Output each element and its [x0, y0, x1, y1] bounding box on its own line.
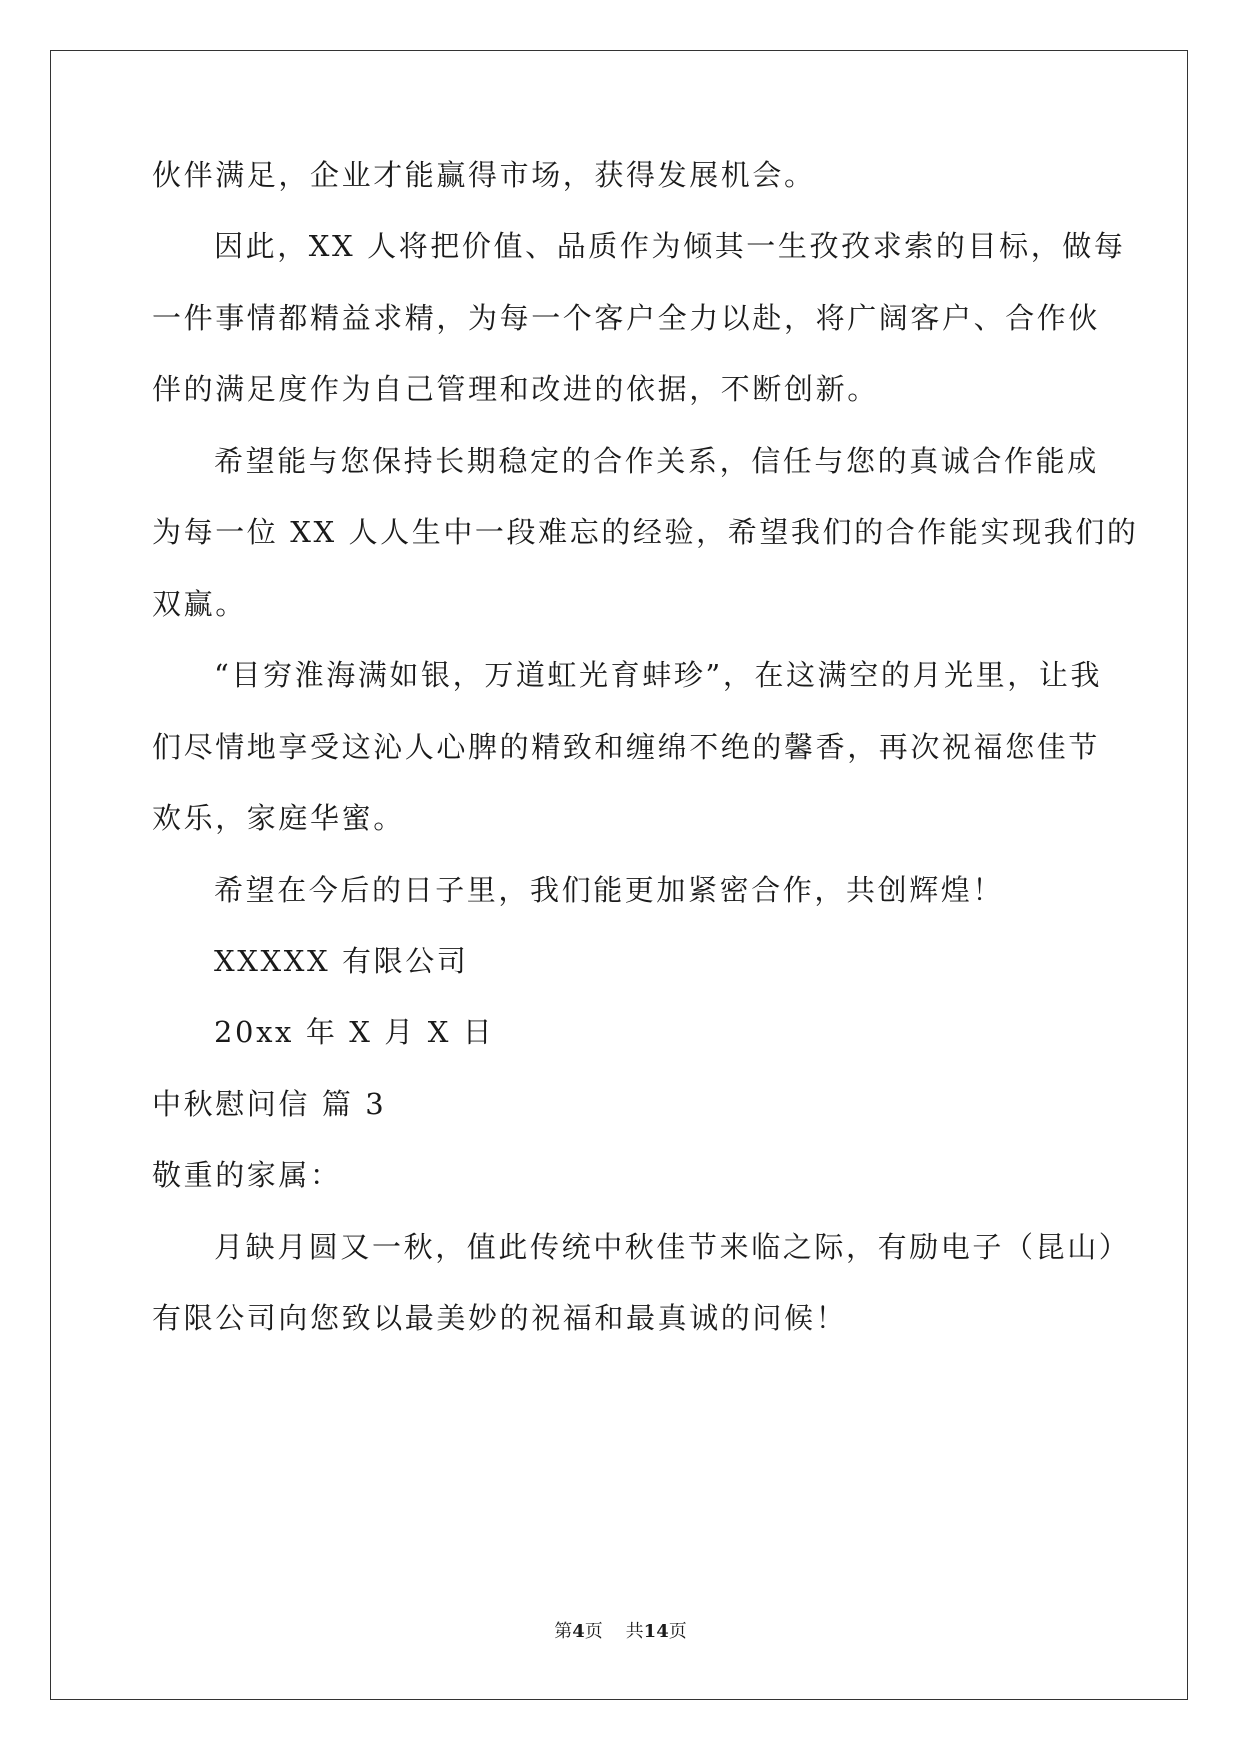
footer-prefix: 第	[554, 1621, 573, 1642]
text-line: 有限公司向您致以最美妙的祝福和最真诚的问候！	[152, 1301, 848, 1335]
text-line: 伴的满足度作为自己管理和改进的依据，不断创新。	[152, 372, 879, 406]
text-line: 希望能与您保持长期稳定的合作关系，信任与您的真诚合作能成	[214, 444, 1099, 478]
text-line: 双赢。	[152, 587, 247, 621]
text-line: 们尽情地享受这沁人心脾的精致和缠绵不绝的馨香，再次祝福您佳节	[152, 730, 1101, 764]
text-line: 为每一位 XX 人人生中一段难忘的经验，希望我们的合作能实现我们的	[152, 515, 1139, 549]
text-line: 伙伴满足，企业才能赢得市场，获得发展机会。	[152, 158, 816, 192]
footer-page-number: 4	[572, 1621, 585, 1642]
salutation: 敬重的家属：	[152, 1158, 342, 1192]
text-line: 一件事情都精益求精，为每一个客户全力以赴，将广阔客户、合作伙	[152, 301, 1101, 335]
text-line: 欢乐，家庭华蜜。	[152, 801, 405, 835]
signature-date: 20xx 年 X 月 X 日	[214, 1015, 495, 1049]
page-footer	[0, 1617, 1241, 1643]
text-line: 因此，XX 人将把价值、品质作为倾其一生孜孜求索的目标，做每	[214, 229, 1126, 263]
signature-company: XXXXX 有限公司	[214, 944, 469, 978]
text-line: 月缺月圆又一秋，值此传统中秋佳节来临之际，有励电子（昆山）	[214, 1230, 1131, 1264]
footer-page-unit: 页	[584, 1621, 603, 1642]
text-line: 希望在今后的日子里，我们能更加紧密合作，共创辉煌！	[214, 873, 1005, 907]
footer-total-unit: 页	[668, 1621, 687, 1642]
footer-total-prefix: 共	[625, 1621, 644, 1642]
section-heading: 中秋慰问信 篇 3	[152, 1087, 387, 1121]
text-line: “目穷淮海满如银，万道虹光育蚌珍”，在这满空的月光里，让我	[214, 658, 1103, 692]
footer-total-pages: 14	[643, 1621, 669, 1642]
